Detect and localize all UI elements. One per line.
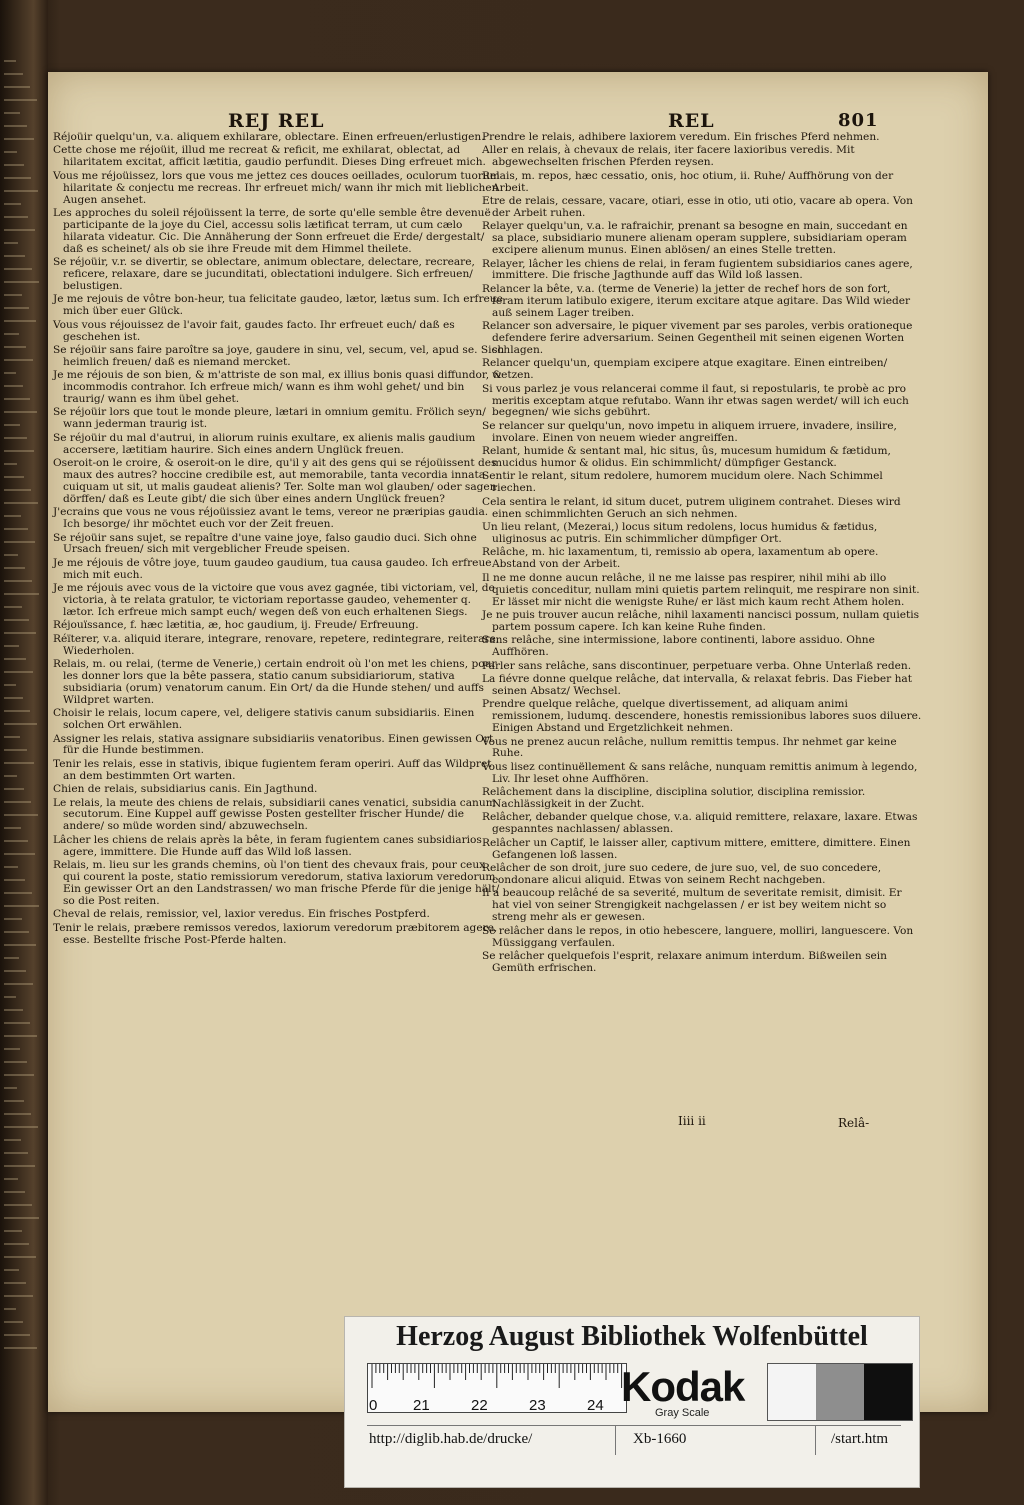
bleed-line (4, 723, 37, 725)
bleed-line (4, 489, 31, 491)
bleed-line (4, 502, 38, 504)
bleed-line (4, 788, 24, 790)
bleed-line (4, 164, 24, 166)
bleed-line (4, 996, 16, 998)
dictionary-entry: Relâcher, debander quelque chose, v.a. aliquid remittere, relaxare, laxare. Etwas gespanntes nachlassen/ ablassen. (482, 811, 918, 836)
bleed-line (4, 593, 39, 595)
card-divider (367, 1425, 901, 1426)
bleed-line (4, 645, 19, 647)
bleed-line (4, 684, 16, 686)
bleed-line (4, 1269, 19, 1271)
bleed-line (4, 242, 18, 244)
bleed-line (4, 1113, 31, 1115)
bleed-line (4, 1347, 37, 1349)
bleed-line (4, 1256, 36, 1258)
bleed-line (4, 606, 22, 608)
bleed-line (4, 1061, 27, 1063)
bleed-line (4, 892, 32, 894)
dictionary-entry: Etre de relais, cessare, vacare, otiari, esse in otio, uti otio, vacare ab opera. Von der Arbeit ruhen. (482, 195, 913, 219)
start-path: /start.htm (831, 1431, 889, 1447)
bleed-line (4, 476, 24, 478)
gray-scale-swatches (767, 1363, 913, 1421)
bleed-line (4, 541, 35, 543)
dictionary-entry: Je ne puis trouver aucun relâche, nihil laxamenti nancisci possum, nullam quietis partem possum capere. Ich kan keine Ruhe finden. (482, 608, 920, 633)
dictionary-entry: Se relâcher quelquefois l'esprit, relaxare animum interdum. Bißweilen sein Gemüth erfrischen. (482, 949, 888, 974)
ruler-label: 24 (587, 1397, 604, 1414)
dictionary-entry: Relancer quelqu'un, quempiam excipere atque exagitare. Einen eintreiben/ wetzen. (482, 357, 888, 382)
right-column (482, 132, 922, 976)
bleed-line (4, 671, 33, 673)
book-page (48, 72, 988, 1412)
bleed-line (4, 918, 22, 920)
ruler-label: 22 (471, 1397, 488, 1414)
bleed-line (4, 554, 18, 556)
bleed-line (4, 814, 38, 816)
dictionary-entry: Lâcher les chiens de relais après la bête, in feram fugientem canes subsidiarios agere, immittere. Die Hunde auff das Wild loß lassen. (53, 833, 482, 858)
bleed-line (4, 255, 25, 257)
bleed-line (4, 385, 23, 387)
bleed-line (4, 1022, 30, 1024)
dictionary-entry: Aller en relais, à chevaux de relais, iter facere laxioribus veredis. Mit abgewechselten frischen Pferden reysen. (482, 144, 855, 169)
ruler-labels (369, 1397, 629, 1417)
bleed-line (4, 1334, 30, 1336)
bleed-line (4, 515, 21, 517)
dictionary-entry: Relant, humide & sentant mal, hic situs, ûs, mucesum humidum & fætidum, mucidus humor & olidus. Ein schimmlicht/ dümpfiger Gestanck. (482, 445, 891, 470)
left-column (53, 132, 505, 948)
dictionary-entry: Un lieu relant, (Mezerai,) locus situm redolens, locus humidus & fætidus, uliginosus ac putris. Ein schimmlicher dümpfiger Ort. (482, 521, 878, 545)
bleed-line (4, 1282, 26, 1284)
bleed-line (4, 775, 17, 777)
bleed-line (4, 398, 30, 400)
dictionary-entry: Vous lisez continuëllement & sans relâche, nunquam remittis animum à legendo, Liv. Ihr leset ohne Auffhören. (482, 760, 918, 785)
dictionary-entry: Je me réjouis de vôtre joye, tuum gaudeo gaudium, tua causa gaudeo. Ich erfreue mich mit euch. (53, 556, 492, 581)
bleed-line (4, 112, 20, 114)
bleed-line (4, 1126, 38, 1128)
dictionary-entry: Vous vous réjouissez de l'avoir fait, gaudes facto. Ihr erfreuet euch/ daß es geschehen ist. (53, 318, 455, 343)
ruler-label: 23 (529, 1397, 546, 1414)
bleed-line (4, 580, 32, 582)
gray-swatch (816, 1364, 864, 1420)
bleed-line (4, 1152, 28, 1154)
bleed-line (4, 970, 26, 972)
bleed-line (4, 320, 36, 322)
bleed-line (4, 801, 31, 803)
dictionary-entry: Relais, m. ou relai, (terme de Venerie,) certain endroit où l'on met les chiens, pour les donner lors que la bête passera, statio canum subsidiariorum, stativa subsidiaria (orum) venatorum canum. Ein Ort/ da die Hunde stehen/ und auffs Wildpret warten. (53, 658, 497, 706)
dictionary-entry: Se réjoüir lors que tout le monde pleure, lætari in omnium gemitu. Frölich seyn/ wann jederman traurig ist. (53, 406, 486, 431)
dictionary-entry: Assigner les relais, stativa assignare subsidiariis venatoribus. Einen gewissen Ort für die Hunde bestimmen. (53, 732, 494, 757)
dictionary-entry: Relâche, m. hic laxamentum, ti, remissio ab opera, laxamentum ab opere. Abstand von der Arbeit. (482, 546, 879, 571)
bleed-line (4, 1087, 17, 1089)
dictionary-entry: Relais, m. lieu sur les grands chemins, où l'on tient des chevaux frais, pour ceux qui courent la poste, statio remissiorum veredorum, stativa laxiorum veredorum. Ein gewisser Ort an den Landstrassen/ wo man frische Pferde für die jenige hält/ so die Post reiten. (53, 859, 500, 907)
bleed-line (4, 1191, 25, 1193)
dictionary-entry: Réjoüir quelqu'un, v.a. aliquem exhilarare, oblectare. Einen erfreuen/erlustigen. (53, 131, 485, 143)
dictionary-entry: Relâchement dans la discipline, disciplina solutior, disciplina remissior. Nachlässigkeit in der Zucht. (482, 786, 866, 811)
dictionary-entry: Je me réjouis de son bien, & m'attriste de son mal, ex illius bonis quasi diffundor, & incommodis contrahor. Ich erfreue mich/ wann es ihm wohl gehet/ und bin traurig/ wann es ihm übel gehet. (53, 369, 502, 406)
ruler-label: 21 (413, 1397, 430, 1414)
bleed-line (4, 528, 28, 530)
catchword: Relâ- (838, 1116, 870, 1130)
page-number: 801 (838, 110, 879, 131)
dictionary-entry: Se réjoüir sans sujet, se repaître d'une vaine joye, falso gaudio duci. Sich ohne Ursach freuen/ sich mit vergeblicher Freude speisen. (53, 531, 477, 556)
dictionary-entry: Il ne me donne aucun relâche, il ne me laisse pas respirer, nihil mihi ab illo quietis conceditur, nullam mini quietis partem relinquit, me respirare non sinit. Er lässet mir nicht die wenigste Ruhe/ er läst mich kaum recht Athem holen. (482, 571, 920, 608)
dictionary-entry: Cheval de relais, remissior, vel, laxior veredus. Ein frisches Postpferd. (53, 908, 430, 921)
bleed-line (4, 138, 34, 140)
dictionary-entry: Si vous parlez je vous relancerai comme il faut, si repostularis, te probè ac pro meritis exceptam atque refutabo. Wann ihr etwas sagen werdet/ will ich euch begegnen/ wie sichs gebührt. (482, 382, 909, 419)
ruler-label: 0 (369, 1397, 378, 1414)
dictionary-entry: Vous ne prenez aucun relâche, nullum remittis tempus. Ihr nehmet gar keine Ruhe. (482, 735, 897, 760)
bleed-line (4, 736, 20, 738)
ruler-ticks (368, 1364, 626, 1388)
bleed-line (4, 944, 36, 946)
card-separator (615, 1425, 616, 1455)
bleed-line (4, 333, 19, 335)
dictionary-entry: Tenir le relais, præbere remissos veredos, laxiorum veredorum præbitorem agere, esse. Bestellte frische Post-Pferde halten. (53, 921, 498, 946)
bleed-line (4, 307, 29, 309)
dictionary-entry: Relancer son adversaire, le piquer vivement par ses paroles, verbis orationeque defendere ferire adversarium. Seinen Gegentheil mit seinen eigenen Worten schlagen. (482, 320, 913, 356)
bleed-line (4, 359, 33, 361)
bleed-line (4, 710, 30, 712)
bleed-line (4, 1009, 23, 1011)
bleed-line (4, 1048, 20, 1050)
bleed-line (4, 905, 39, 907)
bleed-line (4, 983, 33, 985)
bleed-line (4, 1178, 18, 1180)
bleed-line (4, 1295, 33, 1297)
dictionary-entry: Chien de relais, subsidiarius canis. Ein Jagthund. (53, 783, 318, 796)
bleed-line (4, 619, 29, 621)
bleed-line (4, 1035, 37, 1037)
dictionary-entry: J'ecrains que vous ne vous réjoüissiez avant le tems, vereor ne præripias gaudia. Ich besorge/ ihr möchtet euch vor der Zeit freuen. (53, 506, 489, 531)
kodak-logo: Kodak (621, 1363, 745, 1410)
dictionary-entry: Se réjoüir sans faire paroître sa joye, gaudere in sinu, vel, secum, vel, apud se. Sich heimlich freuen/ daß es niemand mercket. (53, 343, 505, 368)
bleed-line (4, 411, 37, 413)
bleed-line (4, 1308, 16, 1310)
bleed-line (4, 762, 34, 764)
bleed-line (4, 658, 26, 660)
bleed-line (4, 840, 28, 842)
bleed-line (4, 424, 20, 426)
bleed-line (4, 229, 35, 231)
bleed-line (4, 1243, 29, 1245)
bleed-line (4, 203, 21, 205)
bleed-line (4, 268, 32, 270)
bleed-line (4, 463, 17, 465)
dictionary-entry: Sans relâche, sine intermissione, labore continenti, labore assiduo. Ohne Auffhören. (482, 634, 875, 659)
bleed-line (4, 749, 27, 751)
dictionary-entry: Relancer la bête, v.a. (terme de Venerie) la jetter de rechef hors de son fort, feram iterum latibulo exigere, iterum excitare atque agitare. Das Wild wieder auß seinem Lager treiben. (482, 282, 911, 319)
bleed-line (4, 99, 37, 101)
bleed-line (4, 866, 18, 868)
dictionary-entry: Prendre quelque relâche, quelque divertissement, ad aliquam animi remissionem, ludumq. descendere, honestis remissionibus labores suos diluere. Einigen Abstand und Ergetzlichkeit nehmen. (482, 698, 922, 735)
dictionary-entry: Je me rejouis de vôtre bon-heur, tua felicitate gaudeo, lætor, lætus sum. Ich erfreue mich über euer Glück. (53, 293, 503, 318)
dictionary-entry: Relâcher de son droit, jure suo cedere, de jure suo, vel, de suo concedere, condonare alicui aliquid. Etwas von seinem Recht nachgeben. (482, 862, 882, 886)
bleed-through-lines (4, 60, 42, 1360)
dictionary-entry: La fiévre donne quelque relâche, dat intervalla, & relaxat febris. Das Fieber hat seinen Absatz/ Wechsel. (482, 672, 912, 697)
dictionary-entry: Cette chose me réjoüit, illud me recreat & reficit, me exhilarat, oblectat, ad hilaritatem excitat, afficit lætitia, gaudio perfundit. Dieses Ding erfreuet mich. (53, 144, 486, 169)
dictionary-entry: Relayer quelqu'un, v.a. le rafraichir, prenant sa besogne en main, succedant en sa place, subsidiario munere alienam operam supplere, subsidiariam operam excipere alienum munus. Einen ablösen/ an eines Stelle tretten. (482, 220, 908, 257)
bleed-line (4, 450, 34, 452)
previous-page-edge (0, 0, 48, 1505)
bleed-line (4, 60, 16, 62)
bleed-line (4, 86, 30, 88)
bleed-line (4, 190, 38, 192)
library-name: Herzog August Bibliothek Wolfenbüttel (396, 1321, 868, 1352)
bleed-line (4, 1321, 23, 1323)
bleed-line (4, 437, 27, 439)
bleed-line (4, 957, 19, 959)
dictionary-entry: Relayer, lâcher les chiens de relai, in feram fugientem subsidiarios canes agere, immittere. Die frische Jagthunde auff das Wild loß lassen. (482, 257, 913, 282)
shelfmark: Xb-1660 (633, 1431, 687, 1447)
dictionary-entry: Tenir les relais, esse in stativis, ibique fugientem feram operiri. Auff das Wildpret an dem bestimmten Ort warten. (53, 757, 492, 782)
gray-swatch (768, 1364, 816, 1420)
dictionary-entry: Se relâcher dans le repos, in otio hebescere, languere, molliri, languescere. Von Müssiggang verfaulen. (482, 924, 914, 949)
bleed-line (4, 151, 17, 153)
bleed-line (4, 1100, 24, 1102)
running-head-middle: REL (668, 110, 715, 132)
library-target-card (344, 1316, 920, 1488)
dictionary-entry: Réjouïssance, f. hæc lætitia, æ, hoc gaudium, ij. Freude/ Erfreuung. (53, 619, 419, 632)
dictionary-entry: Sentir le relant, situm redolere, humorem mucidum olere. Nach Schimmel riechen. (482, 470, 883, 495)
dictionary-entry: Les approches du soleil réjoüissent la terre, de sorte qu'elle semble être devenuë participante de la joye du Ciel, accessu solis lætificat terram, ut cum cælo hilarata videatur. Cic. Die Annäherung der Sonn erfreuet die Erde/ dergestalt/ daß es scheinet/ als ob sie ihre Freude mit dem Himmel theilete. (53, 206, 491, 255)
bleed-line (4, 853, 35, 855)
bleed-line (4, 1217, 39, 1219)
dictionary-entry: Le relais, la meute des chiens de relais, subsidiarii canes venatici, subsidia canum secutorum. Eine Kuppel auff gewisse Posten gestellter frischer Hunde/ die andere/ so müde worden sind/ abzuwechseln. (53, 796, 496, 833)
bleed-line (4, 281, 39, 283)
dictionary-entry: Réïterer, v.a. aliquid iterare, integrare, renovare, repetere, redintegrare, reiterare. Wiederholen. (53, 632, 500, 657)
bleed-line (4, 73, 23, 75)
dictionary-entry: Vous me réjoüissez, lors que vous me jettez ces douces oeillades, oculorum tuorum hilaritate & conjectu me recreas. Ihr erfreuet mich/ wann ihr mich mit lieblichen Augen ansehet. (53, 169, 500, 206)
gray-scale-label: Gray Scale (655, 1407, 710, 1419)
dictionary-entry: Se relancer sur quelqu'un, novo impetu in aliquem irruere, invadere, insilire, involare. Einen von neuem wieder angreiffen. (482, 419, 897, 444)
digital-library-url: http://diglib.hab.de/drucke/ (369, 1431, 533, 1447)
dictionary-entry: Relais, m. repos, hæc cessatio, onis, hoc otium, ii. Ruhe/ Auffhörung von der Arbeit. (482, 169, 894, 194)
bleed-line (4, 1139, 21, 1141)
signature-mark: Iiii ii (678, 1114, 706, 1128)
bleed-line (4, 632, 36, 634)
dictionary-entry: Il a beaucoup relâché de sa severité, multum de severitate remisit, dimisit. Er hat viel von seiner Strengigkeit nachgelassen / er ist bey weitem nicht so streng mehr als er gewesen. (482, 887, 902, 924)
bleed-line (4, 346, 26, 348)
bleed-line (4, 216, 28, 218)
dictionary-entry: Je me réjouis avec vous de la victoire que vous avez gagnée, tibi victoriam, vel, de victoria, à te relata gratulor, te victoriam reportasse gaudeo, vehementer q. lætor. Ich erfreue mich sampt euch/ wegen deß von euch erhaltenen Siegs. (53, 582, 495, 618)
card-separator (815, 1425, 816, 1455)
bleed-line (4, 1165, 35, 1167)
dictionary-entry: Choisir le relais, locum capere, vel, deligere stativis canum subsidiariis. Einen solchen Ort erwählen. (53, 707, 475, 732)
dictionary-entry: Relâcher un Captif, le laisser aller, captivum mittere, emittere, dimittere. Einen Gefangenen loß lassen. (482, 836, 911, 861)
bleed-line (4, 827, 21, 829)
bleed-line (4, 1204, 32, 1206)
dictionary-entry: Se réjoüir, v.r. se divertir, se oblectare, animum oblectare, delectare, recreare, reficere, relaxare, dare se jucunditati, oblectationi indulgere. Sich erfreuen/ belustigen. (53, 256, 475, 292)
bleed-line (4, 125, 27, 127)
dictionary-entry: Se réjoüir du mal d'autrui, in aliorum ruinis exultare, ex alienis malis gaudium accersere, lætitiam haurire. Sich eines andern Unglück freuen. (53, 431, 476, 456)
bleed-line (4, 372, 16, 374)
dictionary-entry: Prendre le relais, adhibere laxiorem veredum. Ein frisches Pferd nehmen. (482, 131, 880, 143)
bleed-line (4, 567, 25, 569)
running-head-left: REJ REL (228, 110, 325, 132)
bleed-line (4, 879, 25, 881)
bleed-line (4, 1074, 34, 1076)
dictionary-entry: Oseroit-on le croire, & oseroit-on le dire, qu'il y ait des gens qui se réjoüissent des maux des autres? hoccine credibile est, aut memorabile, tanta vecordia innata cuiquam ut sit, ut malis gaudeat alienis? Ter. Solte man wol glauben/ oder sagen dörffen/ daß es Leute gibt/ die sich über eines andern Unglück freuen? (53, 457, 497, 505)
bleed-line (4, 931, 29, 933)
bleed-line (4, 1230, 22, 1232)
dictionary-entry: Parler sans relâche, sans discontinuer, perpetuare verba. Ohne Unterlaß reden. (482, 659, 912, 672)
bleed-line (4, 294, 22, 296)
gray-swatch (864, 1364, 912, 1420)
dictionary-entry: Cela sentira le relant, id situm ducet, putrem uliginem contrahet. Dieses wird einen schimmlichten Geruch an sich nehmen. (482, 495, 901, 520)
bleed-line (4, 697, 23, 699)
bleed-line (4, 177, 31, 179)
